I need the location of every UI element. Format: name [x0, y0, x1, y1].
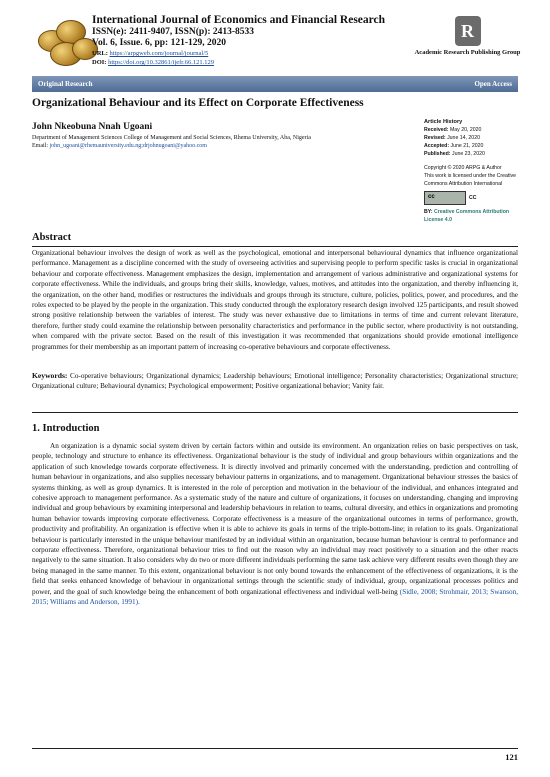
author-name: John Nkeobuna Nnah Ugoani — [32, 122, 153, 132]
keywords-text: Co-operative behaviours; Organizational dynamics; Leadership behaviours; Emotional intelligence; Personality characteristics; Organizational structure; Organizational culture; Behavioural dynamics; Psychological empowerment; Positive organizational behavior; Vanity fair. — [32, 372, 519, 391]
keywords — [32, 371, 518, 392]
abstract-top-rule — [32, 246, 518, 247]
url-line: URL: https://arpgweb.com/journal/journal/5 — [92, 50, 209, 57]
cc-license-row: cc CC — [424, 188, 524, 208]
accepted-date: Accepted: June 21, 2020 — [424, 143, 484, 149]
revised-date: Revised: June 14, 2020 — [424, 135, 480, 141]
issn: ISSN(e): 2411-9407, ISSN(p): 2413-8533 — [92, 27, 255, 37]
received-date: Received: May 20, 2020 — [424, 127, 482, 133]
doi-line: DOI: https://doi.org/10.32861/ijefr.66.121.129 — [92, 59, 214, 66]
keywords-bottom-rule — [32, 412, 518, 413]
publisher-name: Academic Research Publishing Group — [414, 49, 521, 56]
email-link[interactable]: john_ugoani@rhemauniversity.edu.ng;drjohnugoani@yahoo.com — [49, 142, 207, 149]
article-history — [424, 118, 524, 224]
license-text: This work is licensed under the Creative Commons Attribution International — [424, 173, 516, 187]
publisher-logo-icon: R — [455, 16, 481, 46]
citation-links[interactable]: (Sidle, 2008; Strohmair, 2013; Swanson, 2015; Williams and Anderson, 1991). — [32, 587, 518, 607]
email-line: Email: john_ugoani@rhemauniversity.edu.ng;drjohnugoani@yahoo.com — [32, 142, 207, 149]
publisher-block — [407, 16, 528, 57]
journal-logo — [36, 16, 98, 68]
journal-url-link[interactable]: https://arpgweb.com/journal/journal/5 — [109, 50, 209, 57]
page-number: 121 — [505, 752, 518, 762]
cc-license-icon[interactable]: cc — [424, 191, 466, 205]
cc-license-link[interactable]: Creative Commons Attribution License 4.0 — [424, 209, 510, 223]
introduction-heading: 1. Introduction — [32, 423, 100, 434]
footer-rule — [32, 748, 518, 749]
affiliation-text: Department of Management Sciences College of Management and Social Sciences, Rhema University, Aba, Nigeria — [32, 135, 311, 141]
history-title: Article History — [424, 119, 463, 125]
published-date: Published: June 23, 2020 — [424, 151, 485, 157]
abstract-heading: Abstract — [32, 232, 72, 243]
journal-header — [22, 14, 528, 68]
article-type-bar — [32, 76, 518, 92]
introduction-text: An organization is a dynamic social system driven by certain factors within and outside its environment. An organization relies on basic perspectives on task, people, technology and structure to enhance its effectiveness. Organizational behaviour is the study of individual and group behaviours within organizations and the application of such knowledge towards corporate effectiveness. It is directly involved and primarily concerned with the understanding, prediction and controlling of human behaviour in organizations, and also supplies necessary behaviour patterns in organizations, and to management. Organizational behaviour stresses the basics of systems thinking, as well as group dynamics. It is interested in the role of perception and motivation in the behaviour of the individual, and enhances integrated and cohesive approach to management performance. As a systematic study of the nature and culture of organizations, it focuses on understanding, changing and improving individual and group behaviours by examining interpersonal and leadership behaviours in relation to teams, cultural diversity, and ethics in organizations and promoting human behavior towards improving corporate effectiveness. Corporate effectiveness is a measure of the organizational outcomes in terms of performance, growth, productivity and profitability. An organization is effective when it is able to achieve its goals in terms of the triple-bottom-line; in relation to its goals. Organizational behaviour is particularly interested in the unique behaviour manifested by an individual within an organization, because human behaviour is central to performance and corporate effectiveness. Therefore, organizational behaviour tries to find out the reason why an individual may react positively to a situation and the other reacts negatively to the same situation. It also considers why do two or more different individuals performing the same task achieve very different results even though they are being managed in the same manner. To this extent, organizational behaviour is not only bound towards the enhancement of the effectiveness of organizations, it is the field that seeks enhanced knowledge of behaviour in organizational settings through the scientific study of individual, group, organizational processes politics and power, and the goal of such knowledge being the enhancement of both organizational effectiveness and individual well-being (Sidle, 2008; Strohmair, 2013; Swanson, 2015; Williams and Anderson, 1991). — [32, 442, 518, 607]
abstract-text: Organizational behaviour involves the design of work as well as the psychological, emotional and interpersonal behavioural dynamics that influence organizational performance. Management as a discipline concerned with the study of overseeing activities and supervising people to perform specific tasks is crucial in organizational behaviour and corporate effectiveness. Management emphasizes the design, implementation and arrangement of various administrative and organizational systems for corporate effectiveness. While the individuals, and groups bring their skills, knowledge, values, motives, and attitudes into the organization, and thereby influencing it, the organization, on the other hand, modifies or restructures the individuals and groups through its structure, culture, policies, politics, power, and procedures, and the roles expected to be played by the people in the organization. This study conducted through the exploratory research design involved 125 participants, and result showed strong positive relationship between the variables of interest. The study was never exhaustive due to limitations in terms of time and current relevant literature, therefore, further study could examine the relationship between personality characteristics and performance in the public sector, where productivity is not outstanding, when compared with the private sector. Based on the result of this investigation it was recommended that organizations should provide emotional intelligence programmes for their membership as an important pattern of increasing co-operative behaviours and corporate effectiveness. — [32, 249, 518, 351]
doi-link[interactable]: https://doi.org/10.32861/ijefr.66.121.129 — [108, 59, 214, 66]
open-access-label: Open Access — [474, 80, 512, 88]
journal-title: International Journal of Economics and Financial Research — [92, 14, 386, 26]
article-title: Organizational Behaviour and its Effect on Corporate Effectiveness — [32, 97, 364, 109]
author-affiliation — [32, 135, 382, 150]
keywords-label: Keywords: — [32, 371, 68, 380]
article-type: Original Research — [38, 80, 93, 88]
cc-license-line: BY: Creative Commons Attribution License 4.0 — [424, 209, 510, 223]
copyright: Copyright © 2020 ARPG & Author — [424, 165, 502, 171]
volume-info: Vol. 6, Issue. 6, pp: 121-129, 2020 — [92, 38, 226, 48]
